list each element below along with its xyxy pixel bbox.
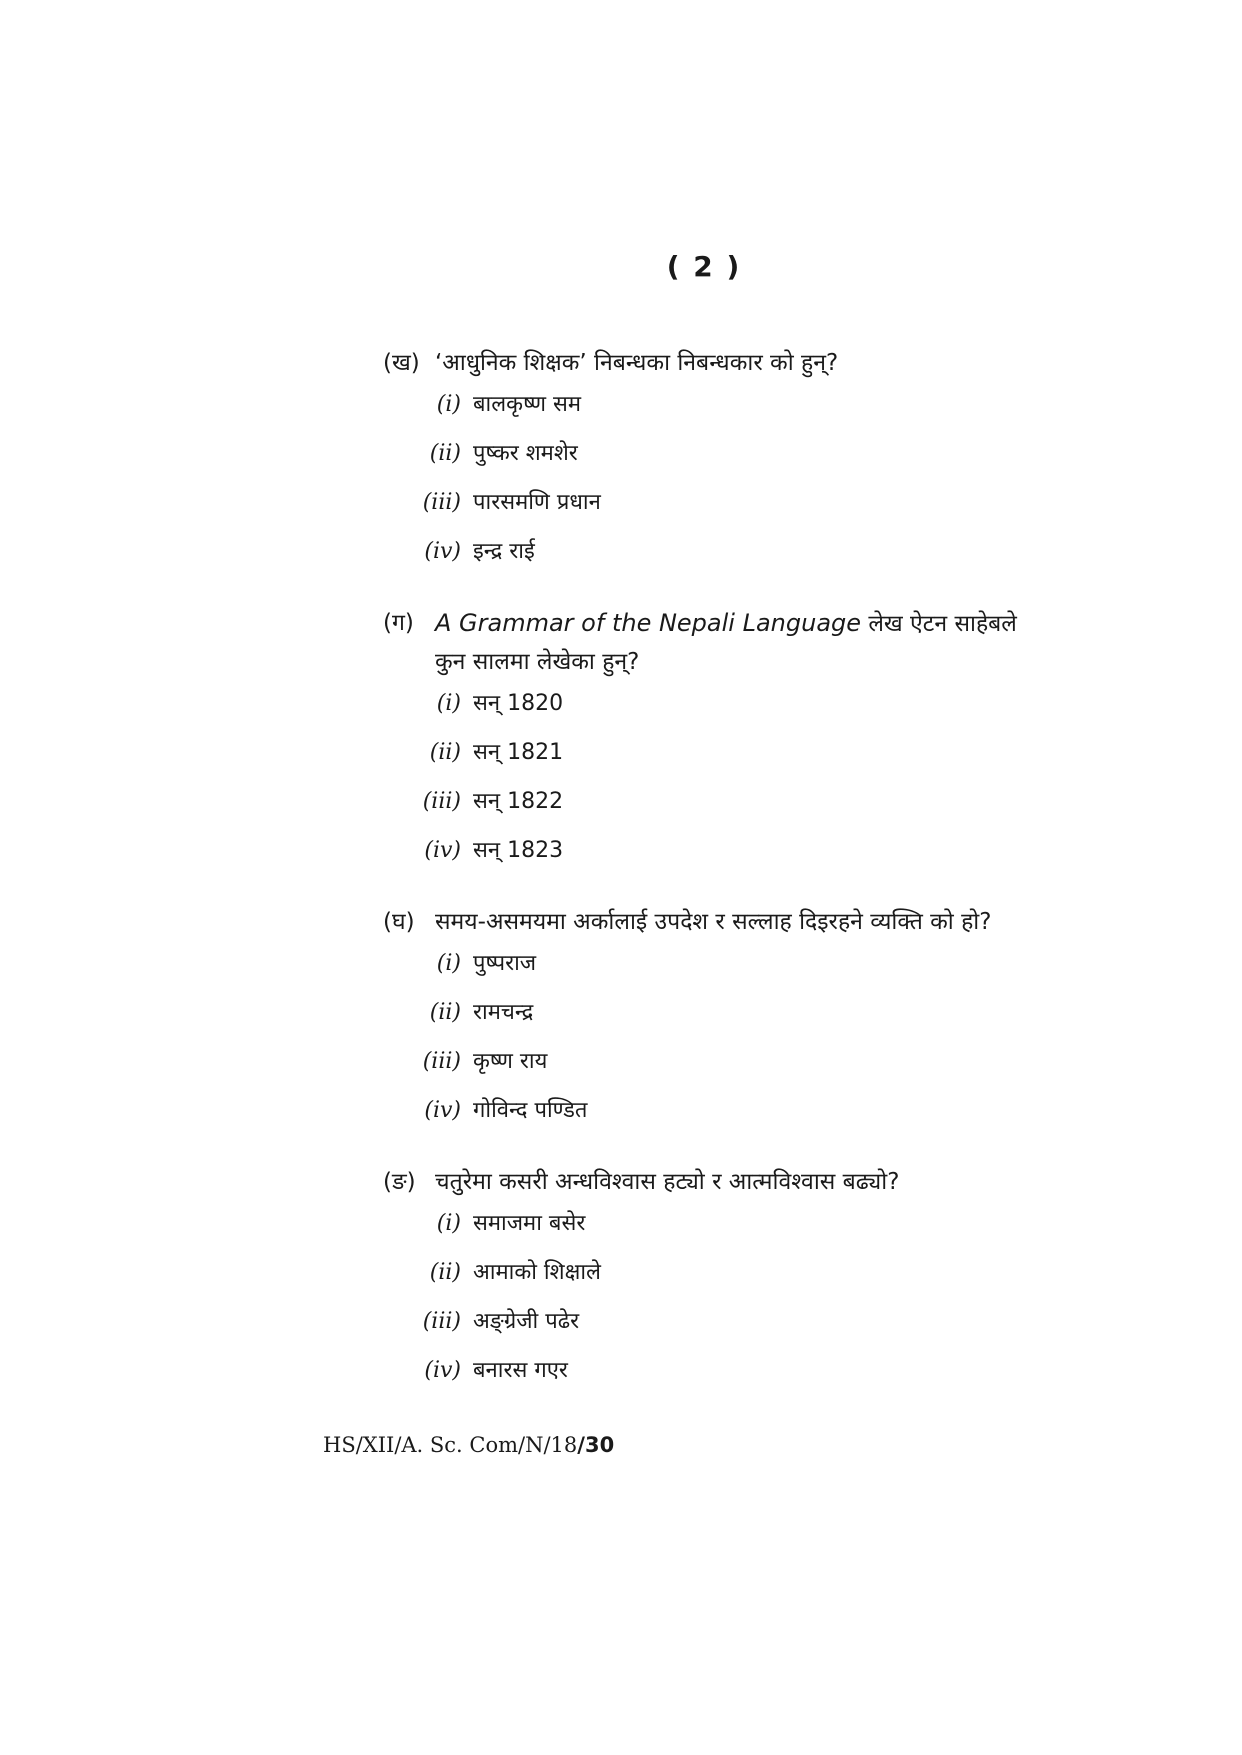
question-marker: (ङ) [383,1169,416,1195]
option-item [383,1354,1043,1403]
option-item [383,1045,1043,1094]
paper-code: HS/XII/A. Sc. Com/N/18 [323,1433,578,1457]
option-text: सन् 1822 [473,789,564,814]
option-text: पुष्पराज [473,951,537,976]
question-text: ‘आधुनिक शिक्षक’ निबन्धका निबन्धकार को हुन्? [435,350,839,376]
page-number: ( 2 ) [666,250,742,283]
question-marker: (ख) [383,350,420,376]
option-text: गोविन्द पण्डित [473,1098,588,1123]
option-list [383,947,1043,1143]
option-item [383,947,1043,996]
option-marker: (iii) [422,789,461,814]
option-list [383,388,1043,584]
option-list [383,1207,1043,1403]
option-item [383,736,1043,785]
option-marker: (i) [436,392,461,417]
option-text: कृष्ण राय [473,1049,548,1074]
question-text-rest: लेख ऐटन साहेबले कुन सालमा लेखेका हुन्? [435,611,1017,675]
question-kha [383,344,1043,584]
question-marker: (ग) [383,610,414,636]
option-item [383,1256,1043,1305]
option-marker: (ii) [429,441,461,466]
option-marker: (ii) [429,1260,461,1285]
option-item [383,535,1043,584]
option-list [383,687,1043,883]
option-item [383,996,1043,1045]
option-marker: (iii) [422,490,461,515]
option-text: सन् 1821 [473,740,564,765]
option-item [383,388,1043,437]
question-ga [383,604,1043,883]
option-text: रामचन्द्र [473,1000,534,1025]
option-text: सन् 1820 [473,691,564,716]
question-gha [383,903,1043,1143]
option-marker: (i) [436,951,461,976]
option-marker: (iv) [424,1098,461,1123]
option-marker: (iv) [424,1358,461,1383]
option-item [383,437,1043,486]
option-item [383,785,1043,834]
option-item [383,1207,1043,1256]
option-text: बालकृष्ण सम [473,392,582,417]
option-marker: (ii) [429,1000,461,1025]
option-text: पुष्कर शमशेर [473,441,578,466]
option-text: बनारस गएर [473,1358,568,1383]
option-marker: (iii) [422,1049,461,1074]
option-item [383,486,1043,535]
question-text: समय-असमयमा अर्कालाई उपदेश र सल्लाह दिइरहने व्यक्ति को हो? [435,909,992,935]
option-marker: (iv) [424,838,461,863]
question-text: चतुरेमा कसरी अन्धविश्वास हट्यो र आत्मविश्वास बढ्यो? [435,1169,900,1195]
option-item [383,1305,1043,1354]
question-list [383,344,1043,1423]
option-text: आमाको शिक्षाले [473,1260,601,1285]
option-marker: (iv) [424,539,461,564]
paper-serial-number: /30 [577,1433,615,1457]
question-nga [383,1163,1043,1403]
option-marker: (i) [436,691,461,716]
option-text: पारसमणि प्रधान [473,490,601,515]
question-text [435,604,1043,681]
option-text: अङ्ग्रेजी पढेर [473,1309,580,1334]
book-title: A Grammar of the Nepali Language [435,609,862,637]
option-item [383,1094,1043,1143]
option-marker: (i) [436,1211,461,1236]
paper-code-footer [323,1433,614,1457]
option-marker: (iii) [422,1309,461,1334]
option-item [383,834,1043,883]
option-text: इन्द्र राई [473,539,535,564]
option-item [383,687,1043,736]
question-marker: (घ) [383,909,415,935]
option-marker: (ii) [429,740,461,765]
option-text: सन् 1823 [473,838,564,863]
option-text: समाजमा बसेर [473,1211,586,1236]
